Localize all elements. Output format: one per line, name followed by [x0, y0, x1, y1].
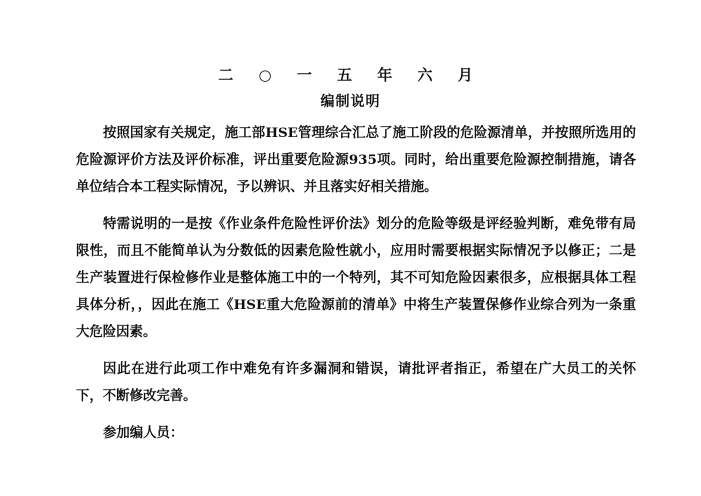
- document-title: 编制说明: [320, 94, 381, 110]
- participants-label: 参加编人员：: [103, 425, 184, 441]
- date-line: 二 ○ 一 五 年 六 月: [218, 66, 483, 84]
- paragraph-3: 因此在进行此项工作中难免有许多漏洞和错误，请批评者指正，希望在广大员工的关怀下，不断修改完善。: [76, 361, 636, 404]
- paragraph-1: 按照国家有关规定，施工部HSE管理综合汇总了施工阶段的危险源清单，并按照所选用的危险源评价方法及评价标准，评出重要危险源935项。同时，给出重要危险源控制措施，请各单位结合本工程实际情况，予以辨识、并且落实好相关措施。: [76, 125, 636, 195]
- paragraph-2: 特需说明的一是按《作业条件危险性评价法》划分的危险等级是评经验判断，难免带有局限性，而且不能简单认为分数低的因素危险性就小，应用时需要根据实际情况予以修正；二是生产装置进行保检修作业是整体施工中的一个特列，其不可知危险因素很多，应根据具体工程具体分析，，因此在施工《HSE重大危险源前的清单》中将生产装置保修作业综合列为一条重大危险因素。: [76, 216, 636, 340]
- document-body: [76, 120, 636, 447]
